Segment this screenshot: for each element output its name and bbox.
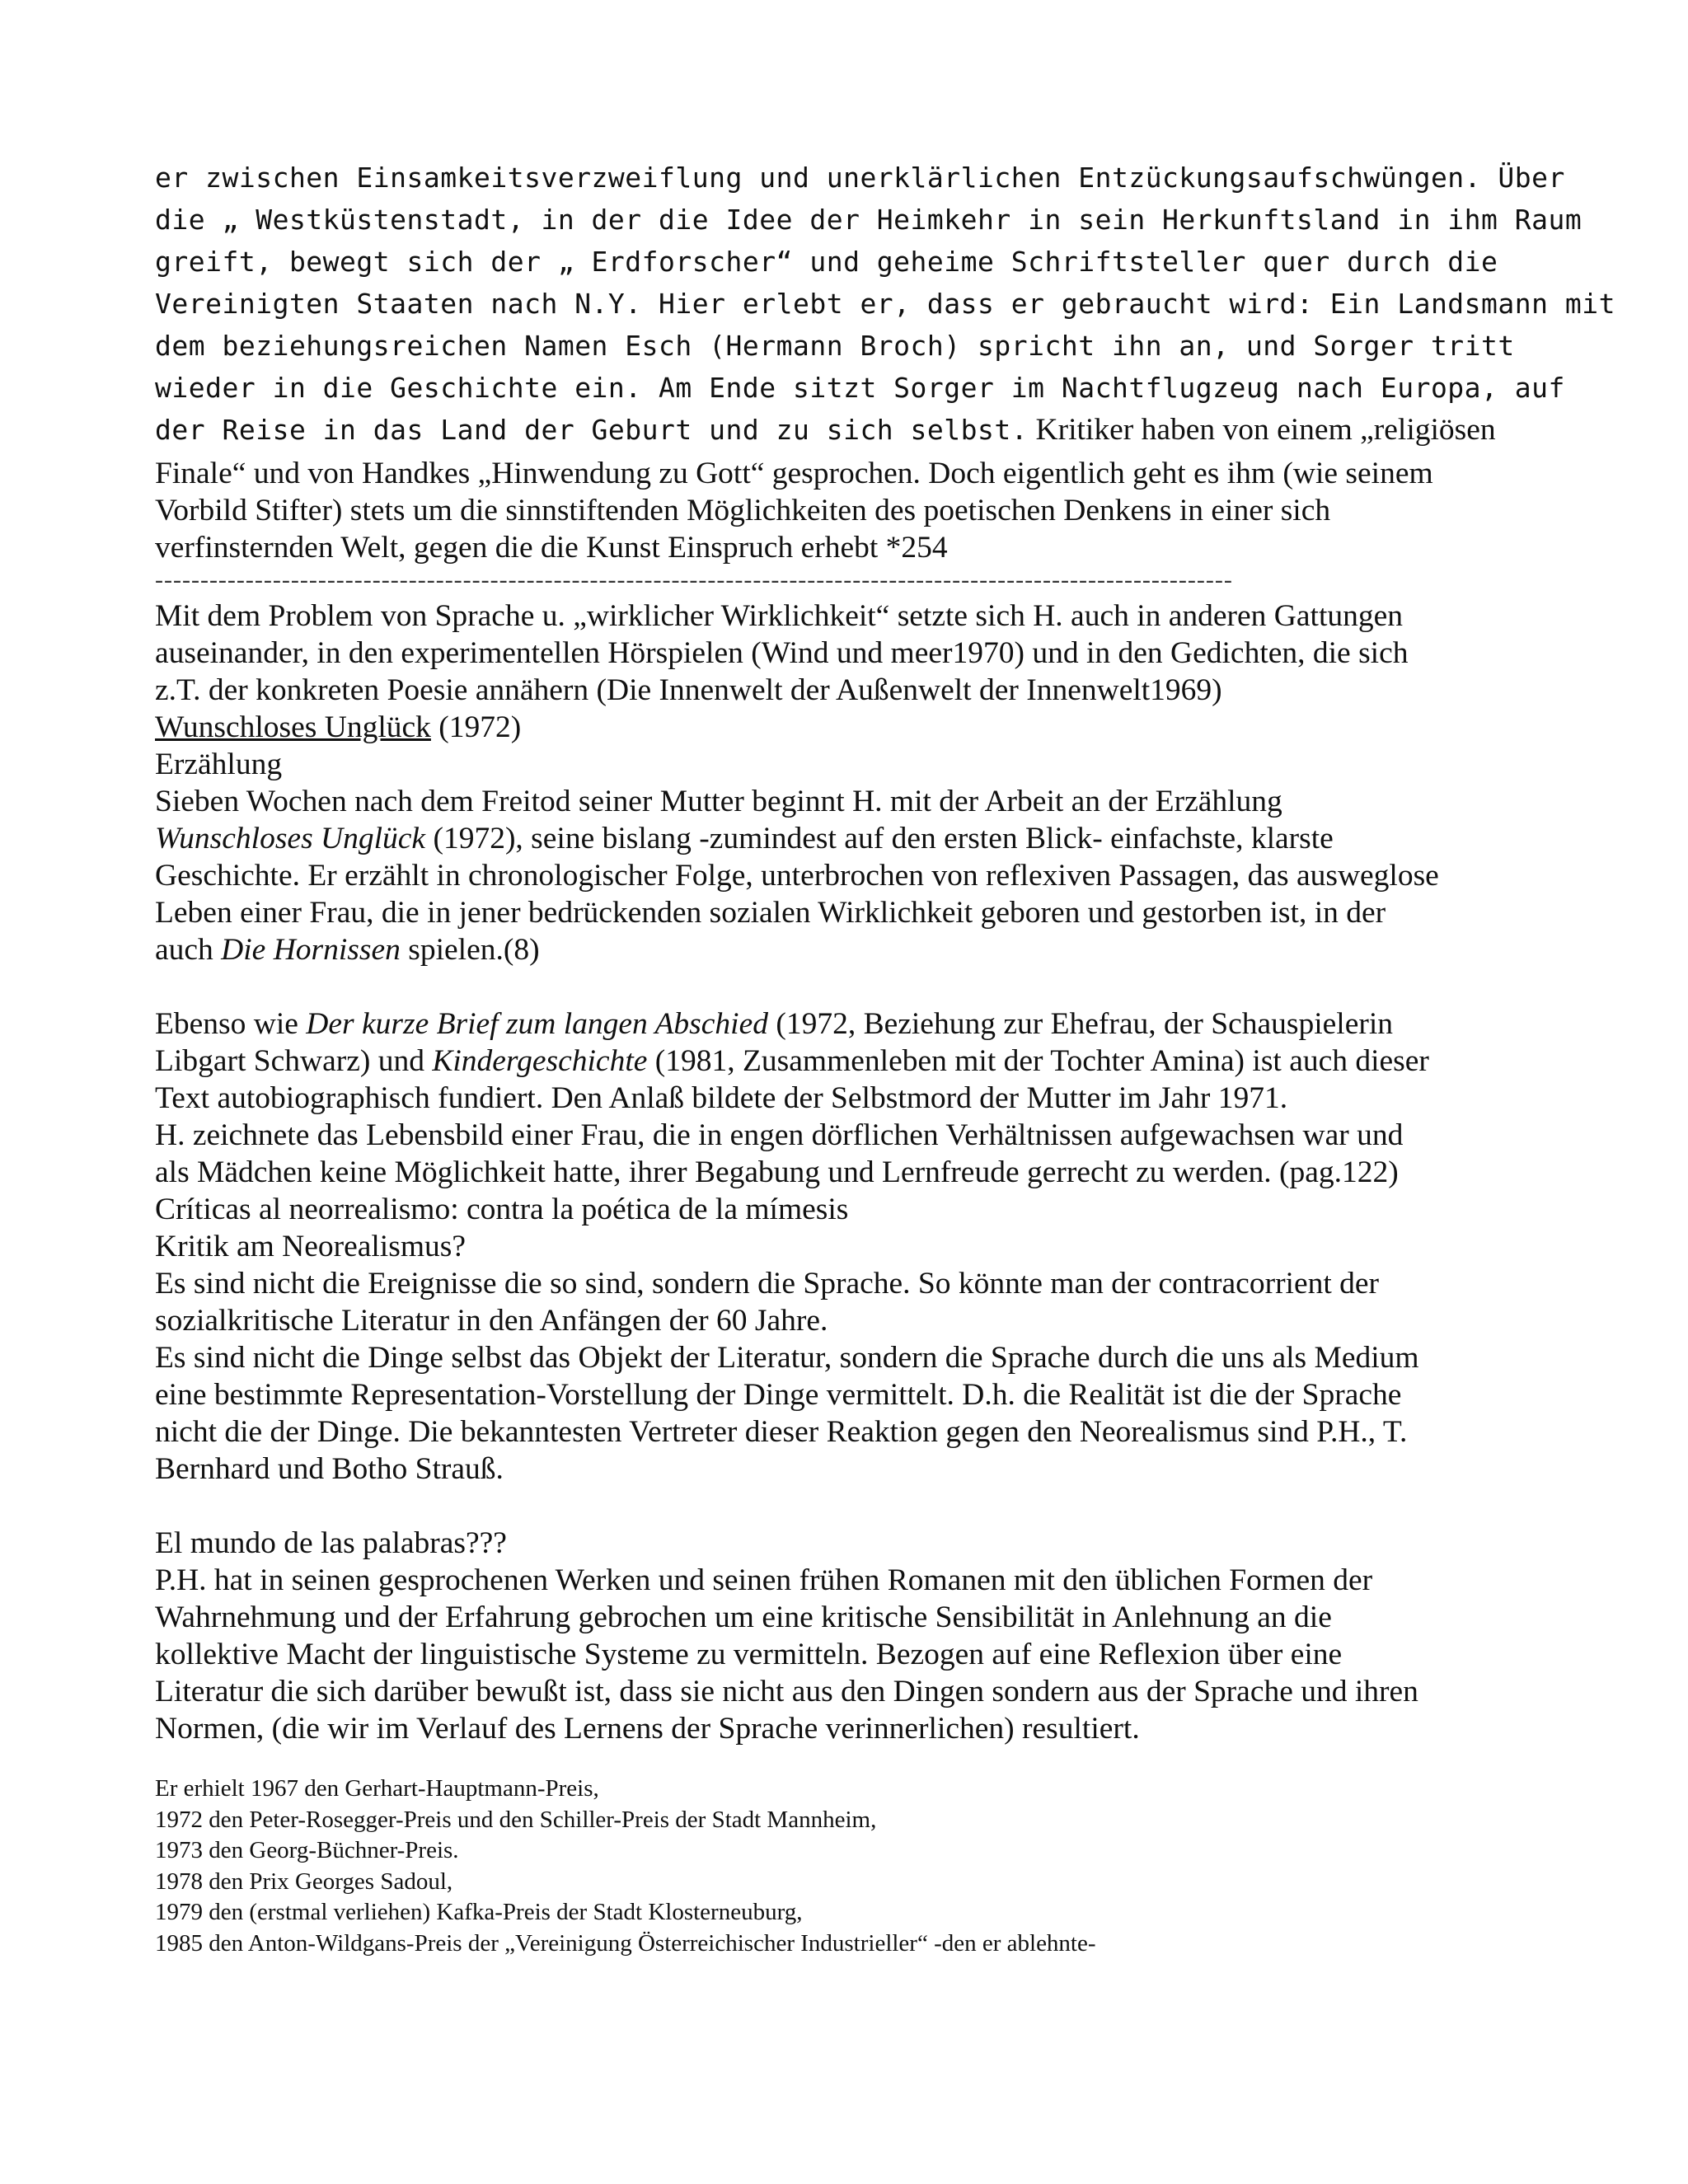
text-line: Finale“ und von Handkes „Hinwendung zu Gott“ gesprochen. Doch eigentlich geht es ihm (wie seinem [155,457,1433,490]
text-segment: spielen.(8) [400,933,540,967]
award-line: 1972 den Peter-Rosegger-Preis und den Schiller-Preis der Stadt Mannheim, [155,1806,877,1833]
text-line: die „ Westküstenstadt, in der die Idee der Heimkehr in sein Herkunftsland in ihm Raum [155,204,1582,236]
awards-list [155,1774,1540,1959]
italic-title: Kindergeschichte [432,1044,648,1078]
text-line: Mit dem Problem von Sprache u. „wirklicher Wirklichkeit“ setzte sich H. auch in anderen Gattungen [155,599,1404,633]
text-line: Wahrnehmung und der Erfahrung gebrochen um eine kritische Sensibilität in Anlehnung an die [155,1601,1332,1634]
italic-title: Die Hornissen [221,933,401,967]
paragraph-gap [155,1747,1540,1774]
text-line [155,931,1540,968]
genre-label: Erzählung [155,748,283,781]
text-line: nicht die der Dinge. Die bekanntesten Vertreter dieser Reaktion gegen den Neorealismus sind P.H., T. [155,1415,1408,1449]
text-line: Literatur die sich darüber bewußt ist, dass sie nicht aus den Dingen sondern aus der Sprache und ihren [155,1675,1418,1708]
text-line: verfinsternden Welt, gegen die die Kunst Einspruch erhebt *254 [155,531,948,565]
text-line: als Mädchen keine Möglichkeit hatte, ihrer Begabung und Lernfreude gerrecht zu werden. (pag.122) [155,1155,1399,1189]
text-line: dem beziehungsreichen Namen Esch (Hermann Broch) spricht ihn an, und Sorger tritt [155,330,1515,362]
text-line [155,1005,1540,1043]
text-segment: (1972, Beziehung zur Ehefrau, der Schauspielerin [767,1007,1394,1041]
text-line: Críticas al neorrealismo: contra la poética de la mímesis [155,1193,849,1226]
text-line: Text autobiographisch fundiert. Den Anlaß bildete der Selbstmord der Mutter im Jahr 1971. [155,1081,1288,1115]
text-line: Vereinigten Staaten nach N.Y. Hier erlebt er, dass er gebraucht wird: Ein Landsmann mit [155,288,1615,320]
text-line: wieder in die Geschichte ein. Am Ende sitzt Sorger im Nachtflugzeug nach Europa, auf [155,372,1565,404]
work-year: (1972) [430,710,522,744]
award-line: 1978 den Prix Georges Sadoul, [155,1868,453,1895]
text-line: Geschichte. Er erzählt in chronologischer Folge, unterbrochen von reflexiven Passagen, das ausweglose [155,859,1439,893]
block-2 [155,598,1540,968]
text-line: Sieben Wochen nach dem Freitod seiner Mutter beginnt H. mit der Arbeit an der Erzählung [155,785,1282,818]
text-segment: Libgart Schwarz) und [155,1044,433,1078]
text-line [155,1043,1540,1080]
text-line: Vorbild Stifter) stets um die sinnstiftenden Möglichkeiten des poetischen Denkens in einer sich [155,494,1331,527]
separator-line: ----------------------------------------------------------------------------------------------------------------------- [155,566,1233,593]
mixed-line [155,409,1540,455]
text-line: Es sind nicht die Ereignisse die so sind, sondern die Sprache. So könnte man der contracorrient der [155,1267,1380,1301]
award-line: 1973 den Georg-Büchner-Preis. [155,1837,459,1863]
award-line: Er erhielt 1967 den Gerhart-Hauptmann-Preis, [155,1775,599,1802]
text-line: P.H. hat in seinen gesprochenen Werken und seinen frühen Romanen mit den üblichen Formen der [155,1563,1373,1597]
text-line: Leben einer Frau, die in jener bedrückenden sozialen Wirklichkeit geboren und gestorben ist, in der [155,896,1386,930]
paragraph-gap [155,968,1540,1005]
text-line: Kritik am Neorealismus? [155,1230,466,1263]
text-segment: (1972), seine bislang -zumindest auf den ersten Blick- einfachste, klarste [425,822,1334,855]
title-line [155,709,1540,746]
award-line: 1985 den Anton-Wildgans-Preis der „Vereinigung Österreichischer Industrieller“ -den er ablehnte- [155,1929,1096,1957]
block-3 [155,1005,1540,1488]
block-1 [155,157,1615,566]
text-serif: Kritiker haben von einem „religiösen [1028,413,1496,447]
italic-title: Wunschloses Unglück [155,822,426,855]
text-line: greift, bewegt sich der „ Erdforscher“ und geheime Schriftsteller quer durch die [155,246,1498,278]
text-line [155,820,1540,857]
text-line: sozialkritische Literatur in den Anfängen der 60 Jahre. [155,1304,828,1338]
paragraph-gap [155,1488,1540,1525]
text-line: z.T. der konkreten Poesie annähern (Die Innenwelt der Außenwelt der Innenwelt1969) [155,673,1222,707]
italic-title: Der kurze Brief zum langen Abschied [306,1007,768,1041]
text-line: er zwischen Einsamkeitsverzweiflung und unerklärlichen Entzückungsaufschwüngen. Über [155,162,1565,194]
text-line: kollektive Macht der linguistische Systeme zu vermitteln. Bezogen auf eine Reflexion über eine [155,1638,1343,1671]
text-line: Bernhard und Botho Strauß. [155,1452,504,1486]
text-segment: auch [155,933,222,967]
award-line: 1979 den (erstmal verliehen) Kafka-Preis der Stadt Klosterneuburg, [155,1899,803,1925]
block-4 [155,1525,1540,1747]
text-segment: (1981, Zusammenleben mit der Tochter Amina) ist auch dieser [647,1044,1429,1078]
text-line: Es sind nicht die Dinge selbst das Objekt der Literatur, sondern die Sprache durch die uns als Medium [155,1341,1419,1375]
document-body [155,157,1615,1959]
text-line: El mundo de las palabras??? [155,1526,507,1560]
text-line: Normen, (die wir im Verlauf des Lernens der Sprache verinnerlichen) resultiert. [155,1712,1140,1746]
text-line: auseinander, in den experimentellen Hörspielen (Wind und meer1970) und in den Gedichten, die sich [155,636,1409,670]
text-mono: der Reise in das Land der Geburt und zu sich selbst. [155,414,1029,446]
work-title: Wunschloses Unglück [155,710,431,744]
text-segment: Ebenso wie [155,1007,307,1041]
text-line: eine bestimmte Representation-Vorstellung der Dinge vermittelt. D.h. die Realität ist die der Sprache [155,1378,1402,1412]
text-line: H. zeichnete das Lebensbild einer Frau, die in engen dörflichen Verhältnissen aufgewachsen war und [155,1118,1404,1152]
